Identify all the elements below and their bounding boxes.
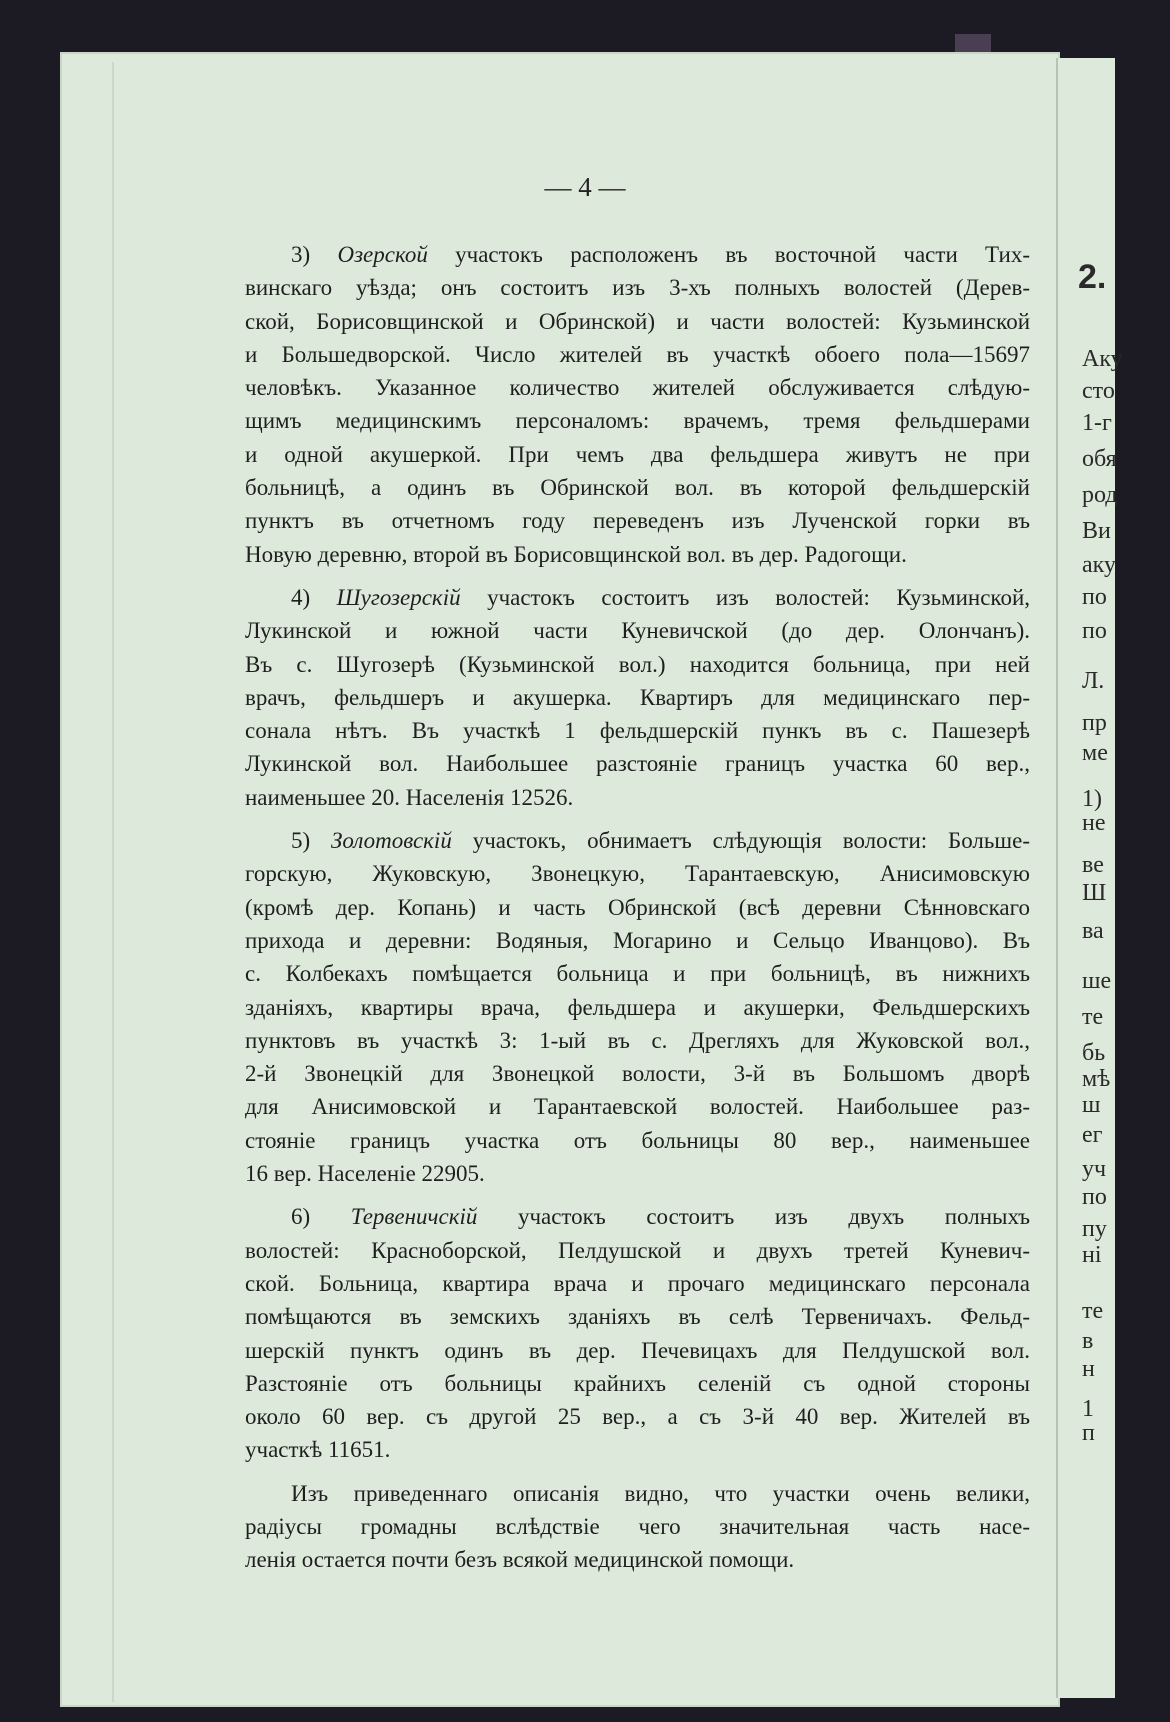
next-page-fragment: мѣ <box>1082 1066 1111 1092</box>
paragraph <box>245 1200 1030 1466</box>
text-line <box>245 857 1030 890</box>
text-line <box>245 1300 1030 1333</box>
text-segment: 3) <box>291 242 338 267</box>
text-line <box>245 1234 1030 1267</box>
text-line <box>245 681 1030 714</box>
next-page-fragment: не <box>1082 810 1106 836</box>
next-page-fragment: 1 <box>1082 1396 1094 1422</box>
text-segment: участокъ, обнимаетъ слѣдующія волости: Больше- <box>451 828 1030 854</box>
text-segment: волостей: Красноборской, Пелдушской и двухъ третей Куневич- <box>245 1237 1030 1263</box>
text-segment: помѣщаются въ земскихъ зданіяхъ въ селѣ Тервеничахъ. Фельд- <box>245 1304 1030 1330</box>
district-name: Золотовскій <box>331 828 452 854</box>
next-page-fragment: Аку <box>1082 346 1123 372</box>
text-line <box>245 1267 1030 1300</box>
page-edge-line <box>112 62 114 1702</box>
next-page-fragment: ве <box>1082 852 1104 878</box>
next-page-fragment: ше <box>1082 968 1112 994</box>
next-page-fragment: Л. <box>1082 668 1105 694</box>
next-page-fragment: 2. <box>1078 258 1107 296</box>
next-page-edge <box>1056 58 1123 1698</box>
next-page-fragment: те <box>1082 1004 1104 1030</box>
text-line <box>245 957 1030 990</box>
next-page-fragment: ш <box>1082 1092 1101 1118</box>
text-segment: Новую деревню, второй въ Борисовщинской вол. въ дер. Радогощи. <box>245 541 907 567</box>
text-segment: Изъ приведеннаго описанія видно, что участки очень велики, <box>291 1480 1030 1506</box>
next-page-fragment: обя <box>1082 446 1117 472</box>
text-line <box>245 614 1030 647</box>
text-line <box>245 471 1030 504</box>
text-segment: и Большедворской. Число жителей въ участкѣ обоего пола—15697 <box>245 341 1030 367</box>
text-segment: ленія остается почти безъ всякой медицинской помощи. <box>245 1547 795 1573</box>
text-segment: Разстояніе отъ больницы крайнихъ селеній съ одной стороны <box>245 1370 1030 1396</box>
text-segment: наименьшее 20. Населенія 12526. <box>245 784 574 810</box>
text-line <box>245 1124 1030 1157</box>
next-page-fragment: 1) <box>1082 786 1102 812</box>
text-segment: стояніе границъ участка отъ больницы 80 вер., наименьшее <box>245 1127 1030 1153</box>
text-line <box>245 924 1030 957</box>
district-name: Тервеничскій <box>350 1204 478 1230</box>
body-text <box>245 238 1030 1587</box>
text-segment: ской, Борисовщинской и Обринской) и части волостей: Кузьминской <box>245 308 1030 334</box>
next-page-fragment: ме <box>1082 740 1108 766</box>
text-segment: радіусы громадны вслѣдствіе чего значительная часть насе- <box>245 1513 1030 1539</box>
text-segment: 16 вер. Населеніе 22905. <box>245 1161 485 1187</box>
next-page-fragment: ні <box>1082 1242 1102 1268</box>
paragraph <box>245 824 1030 1190</box>
next-page-fragment: уч <box>1082 1156 1107 1182</box>
text-segment: врачъ, фельдшеръ и акушерка. Квартиръ для медицинскаго пер- <box>245 684 1030 710</box>
text-segment: шерскій пунктъ одинъ въ дер. Печевицахъ для Пелдушской вол. <box>245 1337 1030 1363</box>
text-line <box>245 504 1030 537</box>
text-segment: участокъ расположенъ въ восточной части Тих- <box>427 242 1030 267</box>
text-line <box>245 1090 1030 1123</box>
next-page-fragment: по <box>1082 1184 1107 1210</box>
text-segment: около 60 вер. съ другой 25 вер., а съ 3-й 40 вер. Жителей въ <box>245 1404 1030 1430</box>
next-page-fragment: те <box>1082 1298 1104 1324</box>
text-line <box>245 714 1030 747</box>
text-line <box>245 648 1030 681</box>
text-line <box>245 238 1030 271</box>
text-segment: зданіяхъ, квартиры врача, фельдшера и акушерки, Фельдшерскихъ <box>245 994 1030 1020</box>
text-segment: с. Колбекахъ помѣщается больница и при больницѣ, въ нижнихъ <box>245 961 1030 987</box>
next-page-fragment: бь <box>1082 1040 1106 1066</box>
text-segment: (кромѣ дер. Копань) и часть Обринской (всѣ деревни Сѣнновскаго <box>245 894 1030 920</box>
text-line <box>245 404 1030 437</box>
text-segment: и одной акушеркой. При чемъ два фельдшера живутъ не при <box>245 441 1030 467</box>
text-segment: Въ с. Шугозерѣ (Кузьминской вол.) находится больница, при ней <box>245 651 1030 677</box>
next-page-fragment: по <box>1082 618 1107 644</box>
next-page-fragment: аку <box>1082 552 1116 578</box>
next-page-fragment: ег <box>1082 1122 1103 1148</box>
next-page-fragment: 1-г <box>1082 410 1112 436</box>
text-segment: Лукинской и южной части Куневичской (до дер. Олончанъ). <box>245 618 1030 644</box>
next-page-fragment: Ш <box>1082 880 1107 906</box>
district-name: Шугозерскій <box>336 584 461 610</box>
text-line <box>245 1057 1030 1090</box>
text-line <box>245 271 1030 304</box>
text-line <box>245 1367 1030 1400</box>
text-line <box>245 824 1030 857</box>
text-line <box>245 1510 1030 1543</box>
text-line <box>245 1157 1030 1190</box>
next-page-fragment: ва <box>1082 918 1104 944</box>
page-number: — 4 — <box>544 172 626 202</box>
text-line <box>245 1433 1030 1466</box>
text-segment: участокъ состоитъ изъ двухъ полныхъ <box>477 1204 1030 1230</box>
text-segment: горскую, Жуковскую, Звонецкую, Тарантаевскую, Анисимовскую <box>245 861 1030 887</box>
text-line <box>245 991 1030 1024</box>
text-line <box>245 1543 1030 1576</box>
district-name: Озерской <box>337 242 428 267</box>
next-page-fragment: по <box>1082 584 1107 610</box>
next-page-fragment: пу <box>1082 1216 1107 1242</box>
paragraph <box>245 1477 1030 1577</box>
text-segment: пунктовъ въ участкѣ 3: 1-ый въ с. Дрегляхъ для Жуковской вол., <box>245 1027 1030 1053</box>
text-segment: больницѣ, а одинъ въ Обринской вол. въ которой фельдшерскій <box>245 475 1030 501</box>
text-line <box>245 891 1030 924</box>
text-line <box>245 581 1030 614</box>
next-page-fragment: п <box>1082 1420 1095 1446</box>
text-segment: для Анисимовской и Тарантаевской волостей. Наибольшее раз- <box>245 1094 1030 1120</box>
text-segment: винскаго уѣзда; онъ состоитъ изъ 3-хъ полныхъ волостей (Дерев- <box>245 275 1030 301</box>
text-line <box>245 781 1030 814</box>
next-page-fragment: в <box>1082 1328 1094 1354</box>
text-segment: Лукинской вол. Наибольшее разстояніе границъ участка 60 вер., <box>245 751 1030 777</box>
text-line <box>245 538 1030 571</box>
text-segment: сонала нѣтъ. Въ участкѣ 1 фельдшерскій пункъ въ с. Пашезерѣ <box>245 718 1030 744</box>
text-line <box>245 747 1030 780</box>
text-segment: ской. Больница, квартира врача и прочаго медицинскаго персонала <box>245 1270 1030 1296</box>
text-segment: пунктъ въ отчетномъ году переведенъ изъ Лученской горки въ <box>245 508 1030 534</box>
next-page-fragment: род <box>1082 482 1118 508</box>
text-segment: щимъ медицинскимъ персоналомъ: врачемъ, тремя фельдшерами <box>245 408 1030 434</box>
text-segment: человѣкъ. Указанное количество жителей обслуживается слѣдую- <box>245 375 1030 401</box>
text-segment: 4) <box>291 584 337 610</box>
text-segment: участкѣ 11651. <box>245 1437 391 1463</box>
text-segment: прихода и деревни: Водяныя, Могарино и Сельцо Иванцово). Въ <box>245 927 1030 953</box>
text-segment: участокъ состоитъ изъ волостей: Кузьминской, <box>460 584 1030 610</box>
next-page-fragment: сто <box>1082 378 1115 404</box>
next-page-fragment: Ви <box>1082 518 1111 544</box>
text-segment: 5) <box>291 828 332 854</box>
text-line <box>245 1477 1030 1510</box>
text-segment: 6) <box>291 1204 351 1230</box>
text-line <box>245 305 1030 338</box>
text-line <box>245 1334 1030 1367</box>
text-line <box>245 1024 1030 1057</box>
text-line <box>245 438 1030 471</box>
text-line <box>245 371 1030 404</box>
text-line <box>245 1200 1030 1233</box>
paragraph <box>245 238 1030 571</box>
text-line <box>245 1400 1030 1433</box>
paragraph <box>245 581 1030 814</box>
next-page-fragment: пр <box>1082 710 1107 736</box>
text-line <box>245 338 1030 371</box>
text-segment: 2-й Звонецкій для Звонецкой волости, 3-й въ Большомъ дворѣ <box>245 1061 1030 1087</box>
next-page-fragment: н <box>1082 1356 1095 1382</box>
